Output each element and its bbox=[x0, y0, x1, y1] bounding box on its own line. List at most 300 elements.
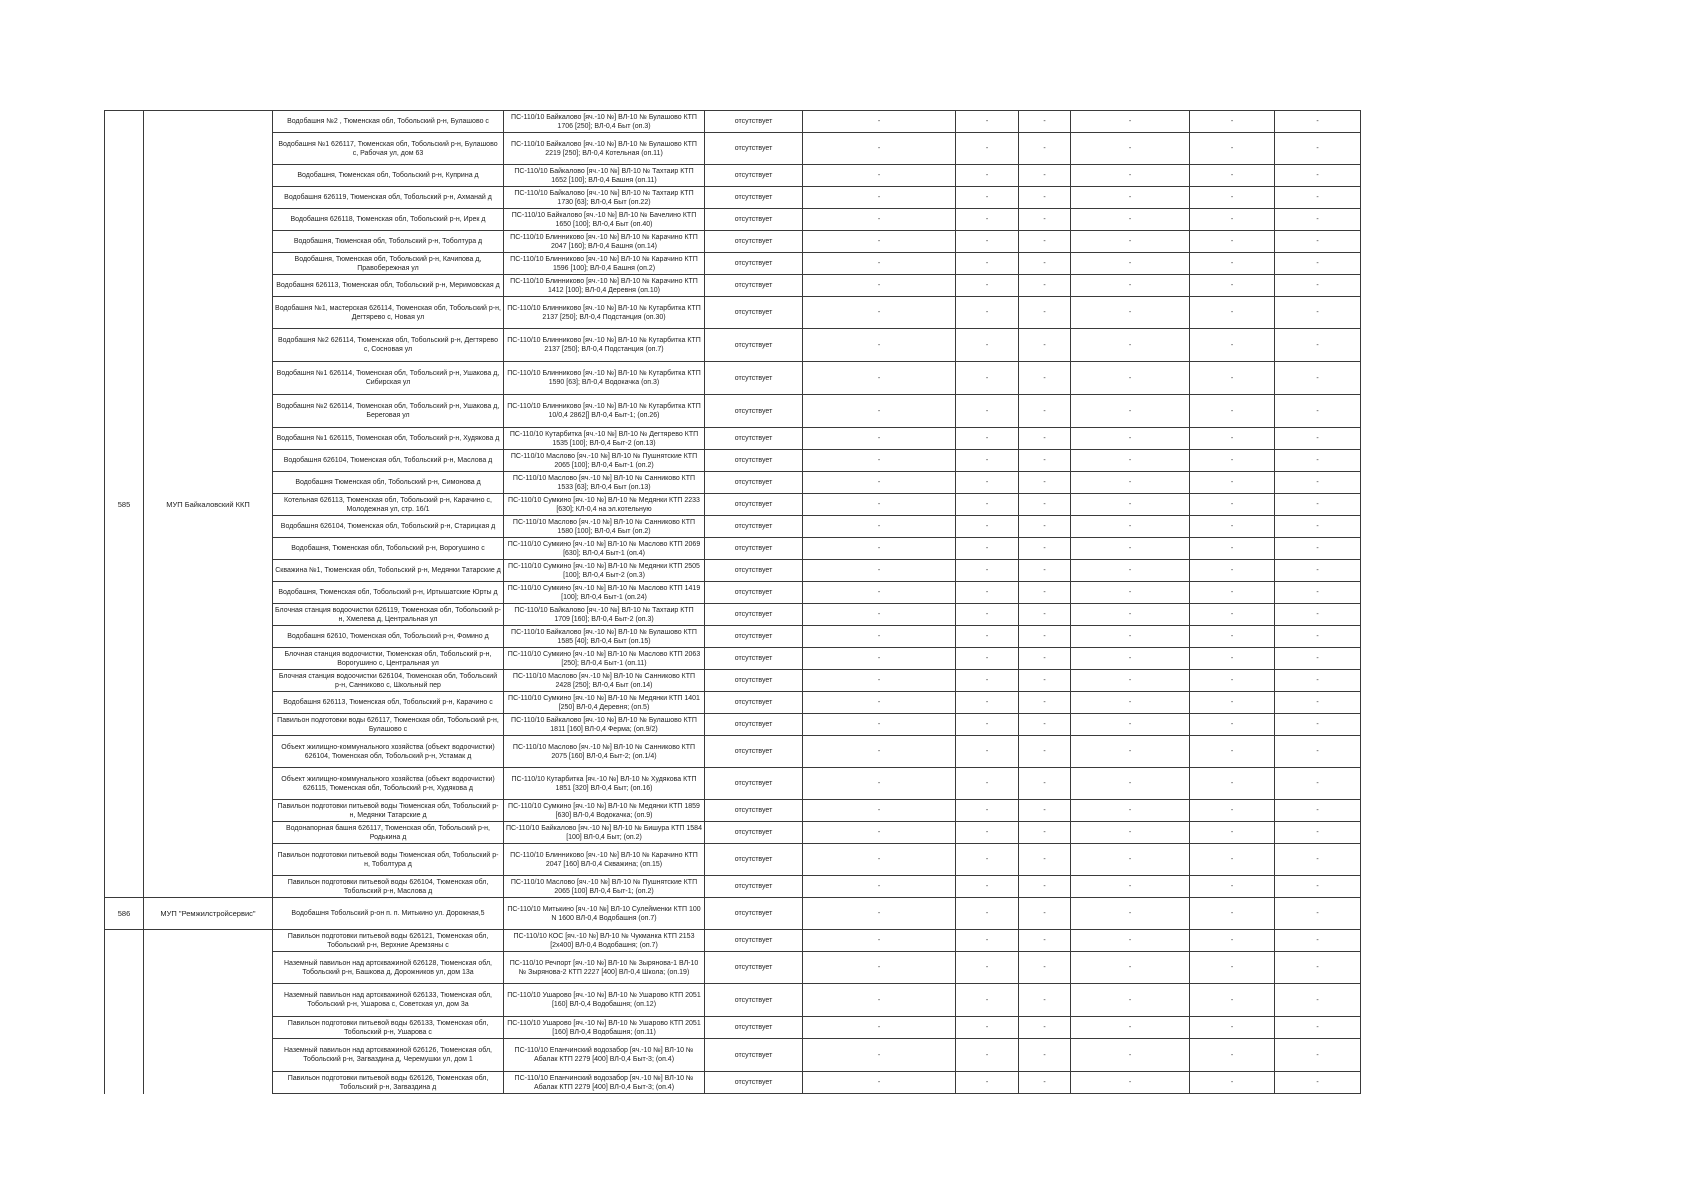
status-cell: отсутствует bbox=[705, 952, 803, 984]
power-source-cell: ПС-110/10 Блинниково [яч.-10 №] ВЛ-10 № Карачино КТП 2047 [160]; ВЛ-0,4 Башня (оп.14) bbox=[504, 231, 705, 253]
object-address-cell: Блочная станция водоочистки 626119, Тюменская обл, Тобольский р-н, Хмелева д, Центральная ул bbox=[273, 604, 504, 626]
status-cell: отсутствует bbox=[705, 822, 803, 844]
table-row bbox=[105, 984, 1361, 1017]
dash-cell: - bbox=[1071, 1039, 1190, 1072]
dash-cell: - bbox=[803, 209, 956, 231]
dash-cell: - bbox=[1019, 187, 1071, 209]
dash-cell: - bbox=[1190, 800, 1275, 822]
dash-cell: - bbox=[803, 952, 956, 984]
dash-cell: - bbox=[1190, 329, 1275, 362]
object-address-cell: Скважина №1, Тюменская обл, Тобольский р-н, Медянки Татарские д bbox=[273, 560, 504, 582]
status-cell: отсутствует bbox=[705, 297, 803, 329]
table-row bbox=[105, 736, 1361, 768]
dash-cell: - bbox=[1190, 984, 1275, 1017]
object-address-cell: Водобашня №1, мастерская 626114, Тюменская обл, Тобольский р-н, Дегтярево с, Новая ул bbox=[273, 297, 504, 329]
status-cell: отсутствует bbox=[705, 329, 803, 362]
dash-cell: - bbox=[803, 984, 956, 1017]
dash-cell: - bbox=[803, 428, 956, 450]
dash-cell: - bbox=[1190, 714, 1275, 736]
dash-cell: - bbox=[1071, 692, 1190, 714]
object-address-cell: Павильон подготовки питьевой воды 626133, Тюменская обл, Тобольский р-н, Ушарова с bbox=[273, 1017, 504, 1039]
power-source-cell: ПС-110/10 Байкалово [яч.-10 №] ВЛ-10 № Тахтаир КТП 1709 [160]; ВЛ-0,4 Быт-2 (оп.3) bbox=[504, 604, 705, 626]
table-row bbox=[105, 111, 1361, 133]
dash-cell: - bbox=[1019, 395, 1071, 428]
dash-cell: - bbox=[803, 111, 956, 133]
object-address-cell: Наземный павильон над артскважиной 626128, Тюменская обл, Тобольский р-н, Башкова д, Дорожников ул, дом 13а bbox=[273, 952, 504, 984]
object-address-cell: Павильон подготовки питьевой воды 626121, Тюменская обл, Тобольский р-н, Верхние Аремзяны с bbox=[273, 930, 504, 952]
dash-cell: - bbox=[1071, 275, 1190, 297]
dash-cell: - bbox=[1275, 844, 1361, 876]
dash-cell: - bbox=[1019, 876, 1071, 898]
power-source-cell: ПС-110/10 Байкалово [яч.-10 №] ВЛ-10 № Булашово КТП 1585 [40]; ВЛ-0,4 Быт (оп.15) bbox=[504, 626, 705, 648]
power-source-cell: ПС-110/10 Блинниково [яч.-10 №] ВЛ-10 № Карачино КТП 2047 [160] ВЛ-0,4 Скважина; (оп.15) bbox=[504, 844, 705, 876]
power-source-cell: ПС-110/10 Епанчинский водозабор [яч.-10 №] ВЛ-10 № Абалак КТП 2279 [400] ВЛ-0,4 Быт-3; (оп.4) bbox=[504, 1072, 705, 1094]
object-address-cell: Объект жилищно-коммунального хозяйства (объект водоочистки) 626115, Тюменская обл, Тобольский р-н, Худякова д bbox=[273, 768, 504, 800]
status-cell: отсутствует bbox=[705, 494, 803, 516]
dash-cell: - bbox=[803, 538, 956, 560]
row-number-cell bbox=[105, 930, 144, 1094]
dash-cell: - bbox=[1019, 714, 1071, 736]
dash-cell: - bbox=[1019, 133, 1071, 165]
dash-cell: - bbox=[1190, 582, 1275, 604]
dash-cell: - bbox=[1019, 844, 1071, 876]
dash-cell: - bbox=[1190, 560, 1275, 582]
dash-cell: - bbox=[1071, 450, 1190, 472]
status-cell: отсутствует bbox=[705, 165, 803, 187]
dash-cell: - bbox=[956, 450, 1019, 472]
object-address-cell: Павильон подготовки питьевой воды Тюменская обл, Тобольский р-н, Тоболтура д bbox=[273, 844, 504, 876]
object-address-cell: Водобашня, Тюменская обл, Тобольский р-н, Тоболтура д bbox=[273, 231, 504, 253]
power-source-cell: ПС-110/10 Митькино [яч.-10 №] ВЛ-10 Сулейменки КТП 100 N 1600 ВЛ-0,4 Водобашня (оп.7) bbox=[504, 898, 705, 930]
table-row bbox=[105, 952, 1361, 984]
dash-cell: - bbox=[1190, 111, 1275, 133]
dash-cell: - bbox=[803, 626, 956, 648]
organization-cell: МУП "Ремжилстройсервис" bbox=[144, 898, 273, 930]
dash-cell: - bbox=[956, 714, 1019, 736]
dash-cell: - bbox=[1190, 472, 1275, 494]
object-address-cell: Водобашня 62610, Тюменская обл, Тобольский р-н, Фомино д bbox=[273, 626, 504, 648]
dash-cell: - bbox=[1275, 187, 1361, 209]
power-source-cell: ПС-110/10 Блинниково [яч.-10 №] ВЛ-10 № Карачино КТП 1412 [100]; ВЛ-0,4 Деревня (оп.10) bbox=[504, 275, 705, 297]
dash-cell: - bbox=[803, 395, 956, 428]
dash-cell: - bbox=[956, 984, 1019, 1017]
power-source-cell: ПС-110/10 Сумкино [яч.-10 №] ВЛ-10 № Медянки КТП 2233 [630]; КЛ-0,4 на эл.котельную bbox=[504, 494, 705, 516]
object-address-cell: Водобашня №1 626117, Тюменская обл, Тобольский р-н, Булашово с, Рабочая ул, дом 63 bbox=[273, 133, 504, 165]
dash-cell: - bbox=[956, 395, 1019, 428]
table-row bbox=[105, 362, 1361, 395]
dash-cell: - bbox=[1071, 516, 1190, 538]
dash-cell: - bbox=[1275, 329, 1361, 362]
dash-cell: - bbox=[1019, 472, 1071, 494]
power-source-cell: ПС-110/10 Епанчинский водозабор [яч.-10 №] ВЛ-10 № Абалак КТП 2279 [400] ВЛ-0,4 Быт-3; (оп.4) bbox=[504, 1039, 705, 1072]
dash-cell: - bbox=[1190, 952, 1275, 984]
dash-cell: - bbox=[1275, 876, 1361, 898]
dash-cell: - bbox=[803, 187, 956, 209]
dash-cell: - bbox=[956, 231, 1019, 253]
table-row bbox=[105, 516, 1361, 538]
dash-cell: - bbox=[803, 648, 956, 670]
dash-cell: - bbox=[1190, 450, 1275, 472]
dash-cell: - bbox=[1190, 930, 1275, 952]
object-address-cell: Водобашня 626118, Тюменская обл, Тобольский р-н, Ирек д bbox=[273, 209, 504, 231]
dash-cell: - bbox=[956, 822, 1019, 844]
dash-cell: - bbox=[1071, 582, 1190, 604]
dash-cell: - bbox=[956, 472, 1019, 494]
power-source-cell: ПС-110/10 Ушарово [яч.-10 №] ВЛ-10 № Ушарово КТП 2051 [160] ВЛ-0,4 Водобашня; (оп.11) bbox=[504, 1017, 705, 1039]
dash-cell: - bbox=[956, 648, 1019, 670]
status-cell: отсутствует bbox=[705, 1072, 803, 1094]
table-row bbox=[105, 450, 1361, 472]
power-source-cell: ПС-110/10 Сумкино [яч.-10 №] ВЛ-10 № Медянки КТП 1401 [250] ВЛ-0,4 Деревня; (оп.5) bbox=[504, 692, 705, 714]
dash-cell: - bbox=[1019, 165, 1071, 187]
dash-cell: - bbox=[803, 297, 956, 329]
dash-cell: - bbox=[1190, 253, 1275, 275]
dash-cell: - bbox=[1190, 275, 1275, 297]
status-cell: отсутствует bbox=[705, 898, 803, 930]
power-source-cell: ПС-110/10 Байкалово [яч.-10 №] ВЛ-10 № Булашово КТП 2219 [250]; ВЛ-0,4 Котельная (оп.11) bbox=[504, 133, 705, 165]
object-address-cell: Павильон подготовки питьевой воды Тюменская обл, Тобольский р-н, Медянки Татарские д bbox=[273, 800, 504, 822]
dash-cell: - bbox=[1019, 952, 1071, 984]
dash-cell: - bbox=[1019, 800, 1071, 822]
table-row bbox=[105, 670, 1361, 692]
dash-cell: - bbox=[956, 1017, 1019, 1039]
power-source-cell: ПС-110/10 Байкалово [яч.-10 №] ВЛ-10 № Тахтаир КТП 1730 [63]; ВЛ-0,4 Быт (оп.22) bbox=[504, 187, 705, 209]
status-cell: отсутствует bbox=[705, 111, 803, 133]
object-address-cell: Наземный павильон над артскважиной 626126, Тюменская обл, Тобольский р-н, Загваздина д, Черемушки ул, дом 1 bbox=[273, 1039, 504, 1072]
power-source-cell: ПС-110/10 Сумкино [яч.-10 №] ВЛ-10 № Медянки КТП 1859 [630] ВЛ-0,4 Водокачка; (оп.9) bbox=[504, 800, 705, 822]
dash-cell: - bbox=[1275, 582, 1361, 604]
dash-cell: - bbox=[1275, 395, 1361, 428]
table-row bbox=[105, 582, 1361, 604]
table-row bbox=[105, 1039, 1361, 1072]
object-address-cell: Водобашня №1 626114, Тюменская обл, Тобольский р-н, Ушакова д, Сибирская ул bbox=[273, 362, 504, 395]
dash-cell: - bbox=[1019, 231, 1071, 253]
table-row bbox=[105, 494, 1361, 516]
dash-cell: - bbox=[1275, 930, 1361, 952]
dash-cell: - bbox=[1019, 450, 1071, 472]
dash-cell: - bbox=[803, 714, 956, 736]
status-cell: отсутствует bbox=[705, 984, 803, 1017]
object-address-cell: Водобашня 626119, Тюменская обл, Тобольский р-н, Ахманай д bbox=[273, 187, 504, 209]
object-address-cell: Павильон подготовки питьевой воды 626126, Тюменская обл, Тобольский р-н, Загваздина д bbox=[273, 1072, 504, 1094]
dash-cell: - bbox=[1019, 516, 1071, 538]
dash-cell: - bbox=[1071, 560, 1190, 582]
dash-cell: - bbox=[956, 1072, 1019, 1094]
dash-cell: - bbox=[803, 930, 956, 952]
table-row bbox=[105, 538, 1361, 560]
table-row bbox=[105, 876, 1361, 898]
dash-cell: - bbox=[956, 898, 1019, 930]
dash-cell: - bbox=[1190, 898, 1275, 930]
dash-cell: - bbox=[1071, 952, 1190, 984]
dash-cell: - bbox=[803, 133, 956, 165]
table-row bbox=[105, 604, 1361, 626]
dash-cell: - bbox=[1190, 231, 1275, 253]
status-cell: отсутствует bbox=[705, 275, 803, 297]
dash-cell: - bbox=[1275, 822, 1361, 844]
power-source-cell: ПС-110/10 Байкалово [яч.-10 №] ВЛ-10 № Тахтаир КТП 1652 [100]; ВЛ-0,4 Башня (оп.11) bbox=[504, 165, 705, 187]
object-address-cell: Водобашня №2 626114, Тюменская обл, Тобольский р-н, Ушакова д, Береговая ул bbox=[273, 395, 504, 428]
dash-cell: - bbox=[803, 494, 956, 516]
dash-cell: - bbox=[1190, 844, 1275, 876]
dash-cell: - bbox=[956, 692, 1019, 714]
dash-cell: - bbox=[1071, 209, 1190, 231]
dash-cell: - bbox=[1190, 692, 1275, 714]
status-cell: отсутствует bbox=[705, 1017, 803, 1039]
status-cell: отсутствует bbox=[705, 736, 803, 768]
table-row bbox=[105, 648, 1361, 670]
table-row bbox=[105, 930, 1361, 952]
dash-cell: - bbox=[1071, 428, 1190, 450]
dash-cell: - bbox=[1071, 1017, 1190, 1039]
dash-cell: - bbox=[1275, 1072, 1361, 1094]
dash-cell: - bbox=[1190, 516, 1275, 538]
dash-cell: - bbox=[1275, 670, 1361, 692]
dash-cell: - bbox=[1275, 494, 1361, 516]
dash-cell: - bbox=[1190, 209, 1275, 231]
dash-cell: - bbox=[1275, 984, 1361, 1017]
dash-cell: - bbox=[1019, 582, 1071, 604]
dash-cell: - bbox=[1019, 428, 1071, 450]
dash-cell: - bbox=[1071, 362, 1190, 395]
data-table bbox=[104, 110, 1361, 1094]
dash-cell: - bbox=[1071, 930, 1190, 952]
status-cell: отсутствует bbox=[705, 395, 803, 428]
dash-cell: - bbox=[956, 111, 1019, 133]
dash-cell: - bbox=[1190, 626, 1275, 648]
status-cell: отсутствует bbox=[705, 714, 803, 736]
dash-cell: - bbox=[1019, 984, 1071, 1017]
object-address-cell: Водобашня Тобольский р-он п. п. Митькино ул. Дорожная,5 bbox=[273, 898, 504, 930]
object-address-cell: Водобашня 626104, Тюменская обл, Тобольский р-н, Старицкая д bbox=[273, 516, 504, 538]
dash-cell: - bbox=[956, 187, 1019, 209]
dash-cell: - bbox=[956, 736, 1019, 768]
dash-cell: - bbox=[1019, 898, 1071, 930]
dash-cell: - bbox=[1019, 648, 1071, 670]
dash-cell: - bbox=[803, 800, 956, 822]
dash-cell: - bbox=[803, 876, 956, 898]
dash-cell: - bbox=[1190, 604, 1275, 626]
dash-cell: - bbox=[956, 560, 1019, 582]
dash-cell: - bbox=[956, 876, 1019, 898]
status-cell: отсутствует bbox=[705, 876, 803, 898]
dash-cell: - bbox=[1071, 538, 1190, 560]
dash-cell: - bbox=[1071, 626, 1190, 648]
dash-cell: - bbox=[1019, 538, 1071, 560]
dash-cell: - bbox=[1071, 844, 1190, 876]
power-source-cell: ПС-110/10 Байкалово [яч.-10 №] ВЛ-10 № Булашово КТП 1811 [160] ВЛ-0,4 Ферма; (оп.9/2) bbox=[504, 714, 705, 736]
dash-cell: - bbox=[1275, 952, 1361, 984]
table-row bbox=[105, 844, 1361, 876]
dash-cell: - bbox=[1275, 1017, 1361, 1039]
dash-cell: - bbox=[956, 494, 1019, 516]
status-cell: отсутствует bbox=[705, 626, 803, 648]
status-cell: отсутствует bbox=[705, 231, 803, 253]
dash-cell: - bbox=[1071, 329, 1190, 362]
dash-cell: - bbox=[1190, 538, 1275, 560]
dash-cell: - bbox=[1275, 768, 1361, 800]
table-row bbox=[105, 768, 1361, 800]
table-row bbox=[105, 626, 1361, 648]
dash-cell: - bbox=[956, 626, 1019, 648]
dash-cell: - bbox=[1190, 494, 1275, 516]
dash-cell: - bbox=[1275, 472, 1361, 494]
dash-cell: - bbox=[1190, 428, 1275, 450]
dash-cell: - bbox=[956, 297, 1019, 329]
dash-cell: - bbox=[803, 253, 956, 275]
dash-cell: - bbox=[1275, 604, 1361, 626]
dash-cell: - bbox=[956, 1039, 1019, 1072]
power-source-cell: ПС-110/10 Блинниково [яч.-10 №] ВЛ-10 № Кутарбитка КТП 10/0,4 2862[] ВЛ-0,4 Быт-1; (оп.26) bbox=[504, 395, 705, 428]
organization-cell: МУП Байкаловский ККП bbox=[144, 111, 273, 898]
dash-cell: - bbox=[803, 231, 956, 253]
dash-cell: - bbox=[1071, 604, 1190, 626]
power-source-cell: ПС-110/10 Кутарбитка [яч.-10 №] ВЛ-10 № Худякова КТП 1851 [320] ВЛ-0,4 Быт; (оп.16) bbox=[504, 768, 705, 800]
dash-cell: - bbox=[1019, 253, 1071, 275]
dash-cell: - bbox=[1071, 822, 1190, 844]
power-source-cell: ПС-110/10 Блинниково [яч.-10 №] ВЛ-10 № Кутарбитка КТП 2137 [250]; ВЛ-0,4 Подстанция (оп.7) bbox=[504, 329, 705, 362]
dash-cell: - bbox=[1019, 930, 1071, 952]
dash-cell: - bbox=[1275, 626, 1361, 648]
dash-cell: - bbox=[1190, 736, 1275, 768]
dash-cell: - bbox=[1190, 133, 1275, 165]
table-row bbox=[105, 822, 1361, 844]
dash-cell: - bbox=[1019, 111, 1071, 133]
status-cell: отсутствует bbox=[705, 516, 803, 538]
dash-cell: - bbox=[1275, 450, 1361, 472]
dash-cell: - bbox=[803, 736, 956, 768]
status-cell: отсутствует bbox=[705, 800, 803, 822]
dash-cell: - bbox=[1275, 538, 1361, 560]
table-row bbox=[105, 297, 1361, 329]
dash-cell: - bbox=[1275, 898, 1361, 930]
status-cell: отсутствует bbox=[705, 844, 803, 876]
power-source-cell: ПС-110/10 Сумкино [яч.-10 №] ВЛ-10 № Маслово КТП 1419 [100]; ВЛ-0,4 Быт-1 (оп.24) bbox=[504, 582, 705, 604]
dash-cell: - bbox=[1275, 209, 1361, 231]
dash-cell: - bbox=[1019, 1072, 1071, 1094]
status-cell: отсутствует bbox=[705, 472, 803, 494]
status-cell: отсутствует bbox=[705, 604, 803, 626]
object-address-cell: Павильон подготовки воды 626117, Тюменская обл, Тобольский р-н, Булашово с bbox=[273, 714, 504, 736]
dash-cell: - bbox=[956, 133, 1019, 165]
status-cell: отсутствует bbox=[705, 648, 803, 670]
object-address-cell: Водобашня №2 626114, Тюменская обл, Тобольский р-н, Дегтярево с, Сосновая ул bbox=[273, 329, 504, 362]
object-address-cell: Водобашня, Тюменская обл, Тобольский р-н, Иртышатские Юрты д bbox=[273, 582, 504, 604]
dash-cell: - bbox=[1275, 714, 1361, 736]
dash-cell: - bbox=[1190, 648, 1275, 670]
object-address-cell: Водонапорная башня 626117, Тюменская обл, Тобольский р-н, Родькина д bbox=[273, 822, 504, 844]
status-cell: отсутствует bbox=[705, 1039, 803, 1072]
row-number-cell: 585 bbox=[105, 111, 144, 898]
dash-cell: - bbox=[956, 670, 1019, 692]
status-cell: отсутствует bbox=[705, 582, 803, 604]
table-row bbox=[105, 428, 1361, 450]
dash-cell: - bbox=[956, 253, 1019, 275]
dash-cell: - bbox=[1071, 187, 1190, 209]
dash-cell: - bbox=[956, 165, 1019, 187]
dash-cell: - bbox=[1071, 395, 1190, 428]
dash-cell: - bbox=[1190, 165, 1275, 187]
dash-cell: - bbox=[803, 472, 956, 494]
organization-cell bbox=[144, 930, 273, 1094]
power-source-cell: ПС-110/10 Маслово [яч.-10 №] ВЛ-10 № Санниково КТП 2428 [250]; ВЛ-0,4 Быт (оп.14) bbox=[504, 670, 705, 692]
object-address-cell: Водобашня №2 , Тюменская обл, Тобольский р-н, Булашово с bbox=[273, 111, 504, 133]
object-address-cell: Блочная станция водоочистки, Тюменская обл, Тобольский р-н, Ворогушино с, Центральная ул bbox=[273, 648, 504, 670]
dash-cell: - bbox=[1275, 275, 1361, 297]
object-address-cell: Водобашня №1 626115, Тюменская обл, Тобольский р-н, Худякова д bbox=[273, 428, 504, 450]
status-cell: отсутствует bbox=[705, 930, 803, 952]
table-row bbox=[105, 395, 1361, 428]
table-row bbox=[105, 231, 1361, 253]
power-source-cell: ПС-110/10 Маслово [яч.-10 №] ВЛ-10 № Санниково КТП 2075 [160] ВЛ-0,4 Быт-2; (оп.1/4) bbox=[504, 736, 705, 768]
dash-cell: - bbox=[1190, 876, 1275, 898]
dash-cell: - bbox=[1019, 297, 1071, 329]
table-row bbox=[105, 714, 1361, 736]
dash-cell: - bbox=[1275, 362, 1361, 395]
table-row bbox=[105, 1072, 1361, 1094]
dash-cell: - bbox=[1071, 984, 1190, 1017]
power-source-cell: ПС-110/10 Маслово [яч.-10 №] ВЛ-10 № Санниково КТП 1580 [100]; ВЛ-0,4 Быт (оп.2) bbox=[504, 516, 705, 538]
dash-cell: - bbox=[1071, 472, 1190, 494]
status-cell: отсутствует bbox=[705, 187, 803, 209]
dash-cell: - bbox=[1190, 187, 1275, 209]
status-cell: отсутствует bbox=[705, 450, 803, 472]
dash-cell: - bbox=[1071, 714, 1190, 736]
power-source-cell: ПС-110/10 КОС [яч.-10 №] ВЛ-10 № Чукманка КТП 2153 [2х400] ВЛ-0,4 Водобашня; (оп.7) bbox=[504, 930, 705, 952]
dash-cell: - bbox=[803, 362, 956, 395]
dash-cell: - bbox=[803, 768, 956, 800]
table-row bbox=[105, 165, 1361, 187]
dash-cell: - bbox=[803, 1017, 956, 1039]
object-address-cell: Водобашня Тюменская обл, Тобольский р-н, Симонова д bbox=[273, 472, 504, 494]
power-source-cell: ПС-110/10 Маслово [яч.-10 №] ВЛ-10 № Пушнятские КТП 2065 [100]; ВЛ-0,4 Быт-1 (оп.2) bbox=[504, 450, 705, 472]
dash-cell: - bbox=[1071, 800, 1190, 822]
dash-cell: - bbox=[1071, 736, 1190, 768]
dash-cell: - bbox=[1190, 1017, 1275, 1039]
power-source-cell: ПС-110/10 Байкалово [яч.-10 №] ВЛ-10 № Бишура КТП 1584 [100] ВЛ-0,4 Быт; (оп.2) bbox=[504, 822, 705, 844]
status-cell: отсутствует bbox=[705, 209, 803, 231]
dash-cell: - bbox=[1190, 362, 1275, 395]
dash-cell: - bbox=[1275, 692, 1361, 714]
dash-cell: - bbox=[803, 844, 956, 876]
dash-cell: - bbox=[1275, 428, 1361, 450]
object-address-cell: Водобашня 626113, Тюменская обл, Тобольский р-н, Карачино с bbox=[273, 692, 504, 714]
object-address-cell: Водобашня, Тюменская обл, Тобольский р-н, Качипова д, Правобережная ул bbox=[273, 253, 504, 275]
dash-cell: - bbox=[1275, 736, 1361, 768]
dash-cell: - bbox=[1275, 648, 1361, 670]
dash-cell: - bbox=[956, 604, 1019, 626]
object-address-cell: Павильон подготовки питьевой воды 626104, Тюменская обл, Тобольский р-н, Маслова д bbox=[273, 876, 504, 898]
dash-cell: - bbox=[1019, 604, 1071, 626]
status-cell: отсутствует bbox=[705, 133, 803, 165]
dash-cell: - bbox=[803, 582, 956, 604]
dash-cell: - bbox=[1071, 133, 1190, 165]
dash-cell: - bbox=[803, 692, 956, 714]
dash-cell: - bbox=[1019, 362, 1071, 395]
dash-cell: - bbox=[1071, 494, 1190, 516]
table-row bbox=[105, 187, 1361, 209]
dash-cell: - bbox=[956, 329, 1019, 362]
power-source-cell: ПС-110/10 Сумкино [яч.-10 №] ВЛ-10 № Медянки КТП 2505 [100]; ВЛ-0,4 Быт-2 (оп.3) bbox=[504, 560, 705, 582]
power-source-cell: ПС-110/10 Кутарбитка [яч.-10 №] ВЛ-10 № Дегтярево КТП 1535 [100]; ВЛ-0,4 Быт-2 (оп.13) bbox=[504, 428, 705, 450]
dash-cell: - bbox=[1275, 111, 1361, 133]
dash-cell: - bbox=[803, 604, 956, 626]
status-cell: отсутствует bbox=[705, 362, 803, 395]
table-row bbox=[105, 329, 1361, 362]
power-source-cell: ПС-110/10 Сумкино [яч.-10 №] ВЛ-10 № Маслово КТП 2069 [630]; ВЛ-0,4 Быт-1 (оп.4) bbox=[504, 538, 705, 560]
status-cell: отсутствует bbox=[705, 670, 803, 692]
dash-cell: - bbox=[1275, 133, 1361, 165]
